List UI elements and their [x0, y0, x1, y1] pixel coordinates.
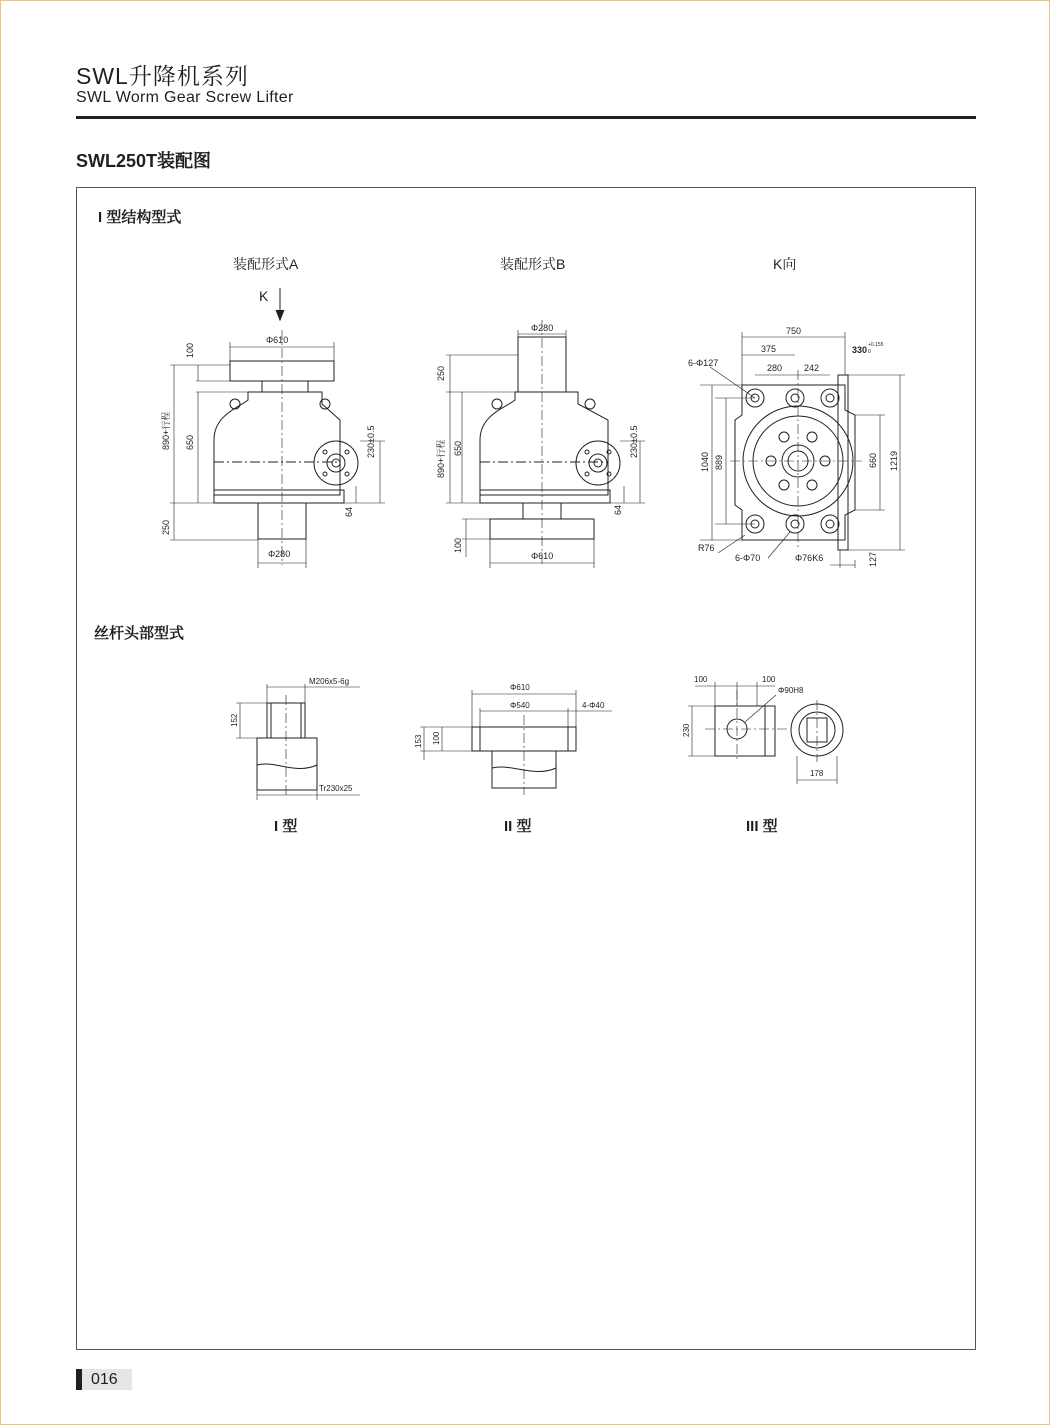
dim-h2-3: 4-Φ40 — [582, 701, 605, 710]
dim-b-7: 100 — [453, 537, 463, 553]
dim-k-13: R76 — [698, 543, 715, 553]
view-k-title: K向 — [773, 256, 797, 272]
type-2-label: II 型 — [504, 818, 532, 835]
view-k-drawing — [688, 326, 905, 568]
dim-h3-5: 178 — [810, 769, 824, 778]
dim-a-5: 230±0.5 — [366, 425, 376, 458]
screw-head-type-2-drawing — [414, 683, 612, 795]
dim-a-2: 100 — [185, 342, 195, 358]
dim-a-6: 64 — [344, 506, 354, 517]
dim-k-3: 330 — [852, 345, 868, 355]
screw-head-heading: 丝杆头部型式 — [94, 625, 185, 642]
dim-h3-2: 100 — [762, 675, 776, 684]
dim-b-6: 64 — [613, 504, 623, 515]
dim-k-11: 660 — [868, 452, 878, 468]
dim-b-8: Φ610 — [531, 551, 554, 561]
dim-b-2: 250 — [436, 365, 446, 381]
dim-h1-2: 152 — [230, 713, 239, 727]
dim-h3-3: Φ90H8 — [778, 686, 804, 695]
series-title-cn: SWL升降机系列 — [76, 63, 249, 89]
k-arrow-label: K — [259, 288, 269, 304]
dim-a-4: 650 — [185, 434, 195, 450]
dim-k-7: 280 — [767, 363, 783, 373]
dim-h3-4: 230 — [682, 723, 691, 737]
dim-b-1: Φ280 — [531, 323, 554, 333]
dim-k-1: 750 — [786, 326, 802, 336]
dim-h3-1: 100 — [694, 675, 708, 684]
view-a-drawing — [160, 330, 385, 568]
dim-a-8: Φ280 — [268, 549, 291, 559]
dim-h1-3: Tr230x25 — [319, 784, 353, 793]
view-b-drawing — [435, 320, 645, 568]
section-title: SWL250T装配图 — [76, 151, 212, 171]
dim-b-5: 230±0.5 — [629, 425, 639, 458]
dim-k-10: 889 — [714, 454, 724, 470]
dim-k-9: 1040 — [700, 451, 710, 472]
dim-k-6: 6-Φ127 — [688, 358, 719, 368]
screw-head-type-1-drawing — [230, 677, 360, 800]
dim-h2-2: Φ540 — [510, 701, 530, 710]
dim-h2-1: Φ610 — [510, 683, 530, 692]
dim-k-4: +0.155 — [868, 342, 884, 348]
dim-h2-4: 153 — [414, 734, 423, 748]
series-title-en: SWL Worm Gear Screw Lifter — [76, 89, 294, 106]
dim-a-1: Φ610 — [266, 335, 289, 345]
view-a-title: 装配形式A — [233, 256, 299, 272]
dim-a-3: 890+行程 — [161, 411, 171, 450]
dim-b-3: 890+行程 — [436, 439, 446, 478]
dim-k-14: 6-Φ70 — [735, 553, 761, 563]
dim-a-7: 250 — [161, 519, 171, 535]
dim-k-15: Φ76K6 — [795, 553, 824, 563]
dim-h1-1: M206x5-6g — [309, 677, 350, 686]
type-3-label: III 型 — [746, 818, 778, 835]
dim-b-4: 650 — [453, 440, 463, 456]
type1-heading: I 型结构型式 — [98, 209, 182, 226]
page-number: 016 — [82, 1369, 132, 1390]
k-direction-arrow — [276, 288, 284, 320]
dim-k-5: 0 — [868, 349, 871, 355]
dim-h2-5: 100 — [432, 731, 441, 745]
dim-k-16: 127 — [868, 551, 878, 567]
dim-k-2: 375 — [761, 344, 777, 354]
dim-k-8: 242 — [804, 363, 820, 373]
dim-k-12: 1219 — [889, 450, 899, 471]
type-1-label: I 型 — [274, 818, 298, 835]
view-b-title: 装配形式B — [500, 256, 566, 272]
screw-head-type-3-drawing — [682, 675, 843, 784]
